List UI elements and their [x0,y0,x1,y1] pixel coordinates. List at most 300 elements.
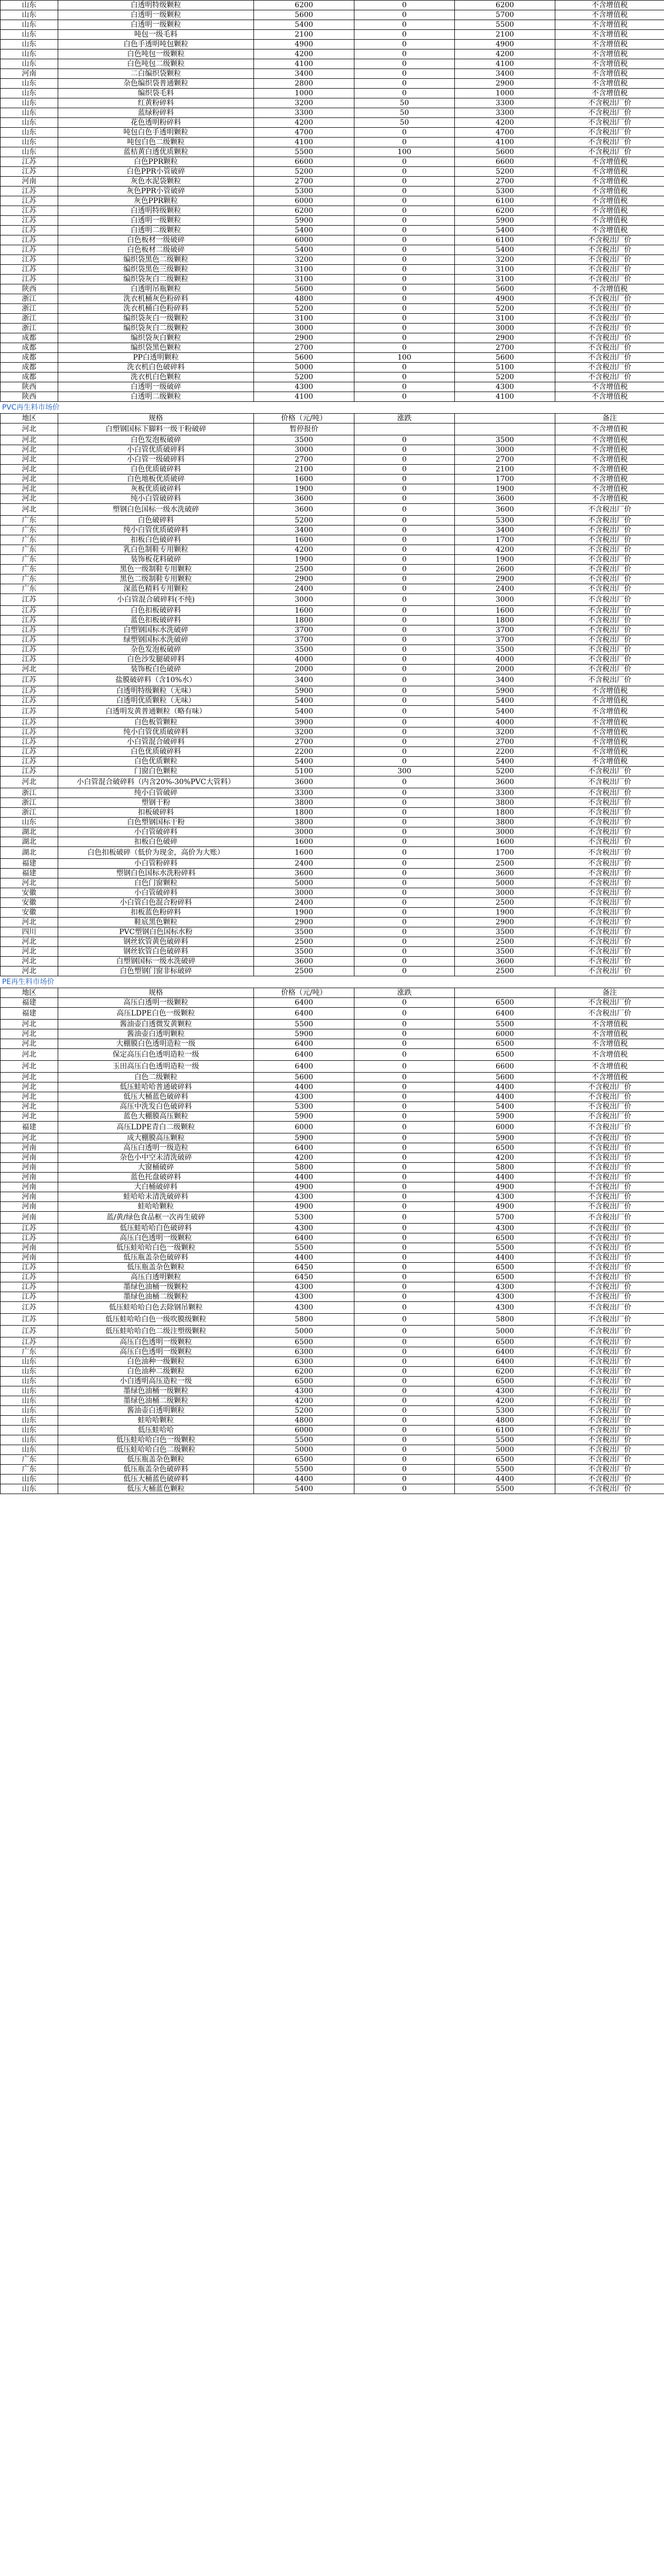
price-cell: 6400 [254,1049,354,1061]
change-cell: 0 [354,645,455,655]
table-row [1,798,664,808]
change-cell: 0 [354,847,455,859]
table-row [1,1202,664,1212]
price2-cell: 1700 [455,535,555,545]
table-row [1,1049,664,1061]
change-cell: 0 [354,947,455,957]
region-cell: 河北 [1,484,58,494]
price-cell: 4400 [254,1082,354,1092]
price2-cell: 3600 [455,957,555,967]
price-cell: 1800 [254,808,354,818]
table-row [1,69,664,79]
note-cell: 不含税出厂价 [555,1455,664,1465]
table-row [1,1039,664,1049]
table-row [1,245,664,255]
spec-cell: 大白桶破碎料 [58,1182,254,1192]
note-cell: 不含税出厂价 [555,1357,664,1367]
price2-cell: 4400 [455,1082,555,1092]
spec-cell: PVC塑钢白色国标水粉 [58,927,254,937]
change-cell: 0 [354,1020,455,1029]
change-cell: 0 [354,798,455,808]
spec-cell: 墨绿色油桶一级颗粒 [58,1386,254,1396]
price2-cell: 3300 [455,788,555,798]
table-row [1,1416,664,1426]
spec-cell: 鞋底黑色颗粒 [58,918,254,927]
region-cell: 山东 [1,20,58,30]
change-cell: 0 [354,625,455,635]
spec-cell: 白色沙发腿破碎料 [58,655,254,665]
spec-cell: 低压大桶蓝色颗粒 [58,1484,254,1494]
price-cell: 3000 [254,594,354,606]
price2-cell: 3700 [455,625,555,635]
region-cell: 山东 [1,10,58,20]
table-row [1,1406,664,1416]
table-row [1,545,664,555]
note-cell: 不含税出厂价 [555,1102,664,1112]
change-cell: 0 [354,1243,455,1253]
region-cell: 陕西 [1,382,58,392]
table-row [1,606,664,616]
price2-cell: 2500 [455,859,555,869]
price2-cell: 4300 [455,382,555,392]
change-cell: 0 [354,1049,455,1061]
change-cell: 0 [354,827,455,837]
table-row [1,584,664,594]
region-cell: 成都 [1,363,58,372]
price2-cell: 5900 [455,1133,555,1143]
change-cell: 0 [354,455,455,465]
table-row [1,304,664,314]
spec-cell: 白色板管颗粒 [58,718,254,727]
price-cell: 4400 [254,1173,354,1182]
price2-cell: 2100 [455,30,555,40]
spec-cell: 墨绿色油桶二级颗粒 [58,1292,254,1302]
price-cell: 5400 [254,706,354,718]
change-cell: 0 [354,706,455,718]
price-cell: 2200 [254,747,354,757]
change-cell: 0 [354,59,455,69]
spec-cell: 小白管白色混合粉碎料 [58,898,254,908]
region-cell: 河南 [1,1153,58,1163]
change-cell: 0 [354,1273,455,1282]
note-cell: 不含税出厂价 [555,265,664,275]
spec-cell: 乳白色制鞋专用颗粒 [58,545,254,555]
spec-cell: 杂色编织袋普通颗粒 [58,79,254,89]
region-cell: 江苏 [1,275,58,284]
region-cell: 江苏 [1,255,58,265]
note-cell: 不含增值税 [555,445,664,455]
price2-cell: 6500 [455,1233,555,1243]
price-cell: 4300 [254,1386,354,1396]
price-cell: 6500 [254,1337,354,1347]
table-row [1,1475,664,1484]
note-cell: 不含增值税 [555,79,664,89]
price-cell: 5300 [254,1102,354,1112]
spec-cell: 大窗桶破碎 [58,1163,254,1173]
price-cell: 6200 [254,1367,354,1377]
price2-cell: 2500 [455,967,555,976]
price-cell: 2900 [254,333,354,343]
spec-cell: 酱油壶白透明颗粒 [58,1029,254,1039]
change-cell: 0 [354,1153,455,1163]
header-cell: 备注 [555,414,664,423]
price2-cell: 6000 [455,1029,555,1039]
change-cell: 0 [354,1367,455,1377]
price2-cell: 3700 [455,635,555,645]
spec-cell: 编织袋黑色二级颗粒 [58,255,254,265]
change-cell: 0 [354,918,455,927]
spec-cell: 编织袋灰白二级颗粒 [58,324,254,333]
note-cell: 不含税出厂价 [555,1475,664,1484]
region-cell: 福建 [1,1008,58,1020]
note-cell: 不含税出厂价 [555,1133,664,1143]
table-row [1,343,664,353]
price2-cell: 4000 [455,718,555,727]
note-cell: 不含增值税 [555,747,664,757]
change-cell: 0 [354,837,455,847]
table-row [1,747,664,757]
price-cell: 2500 [254,967,354,976]
region-cell: 山东 [1,1386,58,1396]
region-cell: 河南 [1,1253,58,1263]
change-cell: 0 [354,1357,455,1367]
table-row [1,1445,664,1455]
change-cell: 0 [354,504,455,516]
table-row [1,1367,664,1377]
table-row [1,706,664,718]
price2-cell: 4300 [455,1192,555,1202]
price2-cell: 1700 [455,474,555,484]
change-cell: 0 [354,10,455,20]
spec-cell: 高压中洗发白色破碎料 [58,1102,254,1112]
price-cell: 5800 [254,1163,354,1173]
note-cell: 不含税出厂价 [555,665,664,674]
change-cell: 0 [354,776,455,788]
price2-cell: 5300 [455,516,555,526]
spec-cell: 低压蛙哈哈白色二级注塑级颗粒 [58,1326,254,1337]
note-cell: 不含增值税 [555,89,664,98]
spec-cell: 洗衣机桶灰色粉碎料 [58,294,254,304]
note-cell: 不含增值税 [555,284,664,294]
price2-cell: 4000 [455,655,555,665]
price2-cell: 3100 [455,275,555,284]
spec-cell: 吨包白色手透明颗粒 [58,128,254,138]
table-row [1,1008,664,1020]
table-row [1,128,664,138]
header-cell [455,414,555,423]
price-cell: 5900 [254,1112,354,1122]
table-row [1,1377,664,1386]
note-cell: 不含增值税 [555,40,664,49]
spec-cell: 小白管优质破碎料 [58,445,254,455]
table-row [1,927,664,937]
table-row [1,423,664,435]
price2-cell: 6400 [455,1347,555,1357]
price-cell: 3000 [254,888,354,898]
region-cell: 广东 [1,1465,58,1475]
change-cell: 50 [354,98,455,108]
price-cell: 4800 [254,294,354,304]
price-cell: 6400 [254,1061,354,1073]
price-cell: 3100 [254,275,354,284]
price2-cell: 4200 [455,118,555,128]
spec-cell: 蓝绿粉碎料 [58,108,254,118]
price-cell: 3500 [254,947,354,957]
price2-cell: 3000 [455,324,555,333]
note-cell: 不含税出厂价 [555,1202,664,1212]
price-cell: 3300 [254,108,354,118]
region-cell: 河北 [1,504,58,516]
price-cell: 4400 [254,1253,354,1263]
note-cell: 不含税出厂价 [555,937,664,947]
price2-cell: 5100 [455,363,555,372]
table-row [1,372,664,382]
spec-cell: 白色扣板破碎（低价为现金，高价为大账） [58,847,254,859]
price-cell: 1800 [254,616,354,625]
change-cell: 100 [354,353,455,363]
region-cell: 山东 [1,79,58,89]
spec-cell: 白色优质破碎料 [58,747,254,757]
price2-cell: 4200 [455,545,555,555]
change-cell: 0 [354,1465,455,1475]
table-row [1,1192,664,1202]
spec-cell: 白色二级颗粒 [58,1073,254,1082]
note-cell: 不含税出厂价 [555,275,664,284]
table-row [1,1,664,10]
price2-cell: 2600 [455,565,555,574]
change-cell: 0 [354,859,455,869]
region-cell: 浙江 [1,304,58,314]
spec-cell: 扣板白色破碎料 [58,535,254,545]
region-cell: 江苏 [1,235,58,245]
region-cell: 河北 [1,1020,58,1029]
region-cell: 江苏 [1,1224,58,1233]
spec-cell: 红黄粉碎料 [58,98,254,108]
region-cell: 江苏 [1,167,58,177]
change-cell [354,423,455,435]
region-cell: 河南 [1,1192,58,1202]
table-header-row [1,988,664,998]
price2-cell: 3600 [455,776,555,788]
table-row [1,565,664,574]
note-cell: 不含税出厂价 [555,1426,664,1435]
region-cell: 湖北 [1,837,58,847]
price-cell: 4200 [254,545,354,555]
section-title: PVC再生料市场价 [2,403,60,412]
spec-cell: 低压蛙哈哈普通破碎料 [58,1082,254,1092]
price-cell: 4400 [254,1475,354,1484]
region-cell: 河北 [1,1112,58,1122]
price2-cell: 5400 [455,696,555,706]
table-row [1,937,664,947]
change-cell: 0 [354,665,455,674]
region-cell: 河北 [1,1039,58,1049]
spec-cell: 纯小白管破碎料 [58,494,254,504]
region-cell: 河北 [1,445,58,455]
note-cell: 不含税出厂价 [555,957,664,967]
price2-cell: 6200 [455,1367,555,1377]
price2-cell: 6100 [455,196,555,206]
price2-cell: 5200 [455,372,555,382]
price-cell: 2900 [254,574,354,584]
price2-cell: 5900 [455,1112,555,1122]
change-cell: 0 [354,128,455,138]
note-cell: 不含税出厂价 [555,1163,664,1173]
note-cell: 不含增值税 [555,187,664,196]
note-cell: 不含增值税 [555,484,664,494]
note-cell: 不含增值税 [555,1061,664,1073]
price-cell: 2800 [254,79,354,89]
spec-cell: 蛙哈哈颗粒 [58,1202,254,1212]
region-cell: 江苏 [1,245,58,255]
region-cell: 河北 [1,947,58,957]
header-cell: 价格（元/吨） [254,988,354,998]
price2-cell: 1900 [455,555,555,565]
region-cell: 江苏 [1,1337,58,1347]
price-cell: 3000 [254,445,354,455]
change-cell: 0 [354,718,455,727]
price2-cell: 4200 [455,1396,555,1406]
note-cell: 不含税出厂价 [555,1377,664,1386]
region-cell: 浙江 [1,324,58,333]
spec-cell: 高压LDPE白色一级颗粒 [58,1008,254,1020]
region-cell: 江苏 [1,594,58,606]
table-row [1,808,664,818]
spec-cell: 蓝/黄/绿色食品框一次再生破碎 [58,1212,254,1224]
note-cell: 不含税出厂价 [555,888,664,898]
table-row [1,138,664,147]
price2-cell: 2400 [455,584,555,594]
price-cell: 6400 [254,1143,354,1153]
change-cell: 0 [354,1202,455,1212]
table-row [1,635,664,645]
table-row [1,594,664,606]
price-cell: 5600 [254,284,354,294]
price-cell: 2700 [254,177,354,187]
table-row [1,118,664,128]
change-cell: 0 [354,757,455,767]
region-cell: 江苏 [1,674,58,686]
price2-cell: 6100 [455,235,555,245]
spec-cell: 洗衣机白色颗粒 [58,372,254,382]
spec-cell: 蛙哈哈未清洗破碎料 [58,1192,254,1202]
region-cell: 湖北 [1,847,58,859]
region-cell: 成都 [1,333,58,343]
table-row [1,445,664,455]
table-row [1,727,664,737]
spec-cell: 编织袋灰白颗粒 [58,333,254,343]
note-cell: 不含增值税 [555,423,664,435]
note-cell: 不含增值税 [555,69,664,79]
price2-cell: 3000 [455,827,555,837]
region-cell: 广东 [1,584,58,594]
note-cell: 不含税出厂价 [555,788,664,798]
change-cell: 0 [354,1163,455,1173]
note-cell: 不含税出厂价 [555,574,664,584]
spec-cell: 扣板白色破碎 [58,837,254,847]
note-cell: 不含税出厂价 [555,674,664,686]
note-cell: 不含增值税 [555,206,664,216]
table-row [1,363,664,372]
price2-cell: 2100 [455,465,555,474]
region-cell: 山东 [1,59,58,69]
note-cell: 不含增值税 [555,196,664,206]
price2-cell: 4300 [455,1292,555,1302]
change-cell: 0 [354,1192,455,1202]
change-cell: 0 [354,382,455,392]
price-cell: 3700 [254,635,354,645]
price2-cell: 6400 [455,1008,555,1020]
price-cell: 5600 [254,10,354,20]
change-cell: 0 [354,138,455,147]
table-row [1,1455,664,1465]
spec-cell: 低压蛙哈哈白色一级吹膜级颗粒 [58,1314,254,1326]
change-cell: 0 [354,1133,455,1143]
table-row [1,49,664,59]
price2-cell: 3000 [455,888,555,898]
change-cell: 0 [354,363,455,372]
note-cell: 不含税出厂价 [555,645,664,655]
spec-cell: 蛙哈哈颗粒 [58,1416,254,1426]
note-cell: 不含税出厂价 [555,947,664,957]
spec-cell: 白色板材二级破碎 [58,245,254,255]
table-row [1,1426,664,1435]
region-cell: 河南 [1,69,58,79]
table-row [1,947,664,957]
table-row [1,1073,664,1082]
change-cell: 0 [354,937,455,947]
spec-cell: 白色油种一级颗粒 [58,1357,254,1367]
price2-cell: 3300 [455,98,555,108]
note-cell: 不含税出厂价 [555,504,664,516]
spec-cell: 白色手透明吨包颗粒 [58,40,254,49]
price-cell: 2700 [254,343,354,353]
price2-cell: 6000 [455,1122,555,1133]
table-row [1,665,664,674]
price2-cell: 5700 [455,10,555,20]
table-row [1,147,664,157]
price-cell: 4200 [254,118,354,128]
spec-cell: 蓝色托盘破碎料 [58,1173,254,1182]
change-cell: 0 [354,1263,455,1273]
region-cell: 河北 [1,957,58,967]
table-row [1,516,664,526]
note-cell: 不含增值税 [555,392,664,402]
spec-cell: 成大棚膜高压颗粒 [58,1133,254,1143]
region-cell: 山东 [1,1435,58,1445]
change-cell: 0 [354,584,455,594]
region-cell: 河北 [1,1049,58,1061]
spec-cell: 编织袋黑色颗粒 [58,343,254,353]
price2-cell: 4400 [455,1475,555,1484]
price-cell: 3800 [254,798,354,808]
change-cell: 0 [354,255,455,265]
spec-cell: 编织袋毛料 [58,89,254,98]
change-cell: 0 [354,206,455,216]
change-cell: 0 [354,1061,455,1073]
note-cell: 不含税出厂价 [555,128,664,138]
table-row [1,1092,664,1102]
price-cell: 4100 [254,59,354,69]
price-cell: 暂停报价 [254,423,354,435]
table-row [1,226,664,235]
change-cell: 0 [354,1073,455,1082]
region-cell: 山东 [1,128,58,138]
change-cell: 0 [354,314,455,324]
change-cell: 0 [354,616,455,625]
region-cell: 江苏 [1,727,58,737]
change-cell: 0 [354,435,455,445]
